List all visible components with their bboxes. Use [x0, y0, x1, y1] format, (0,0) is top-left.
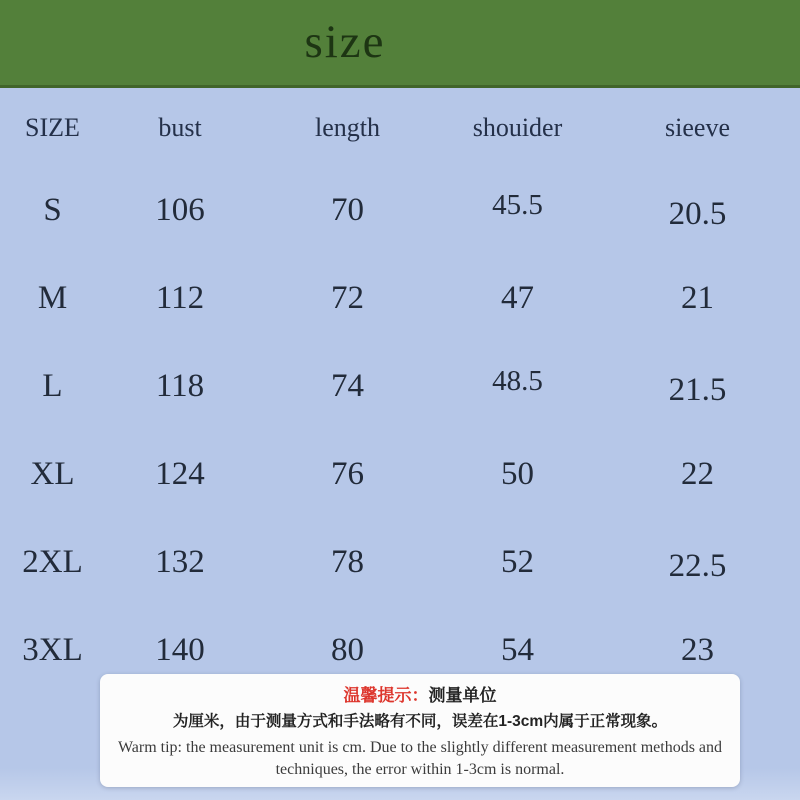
- bust-value: 140: [155, 631, 205, 668]
- header-band: [0, 0, 800, 88]
- bust-value: 112: [155, 279, 205, 316]
- shoulder-value: 48.5: [492, 364, 543, 397]
- length-value: 78: [331, 543, 364, 580]
- notice-title-black: 测量单位: [428, 686, 497, 705]
- length-value: 72: [331, 279, 364, 316]
- bust-value: 124: [155, 455, 205, 492]
- sleeve-value: 21: [681, 279, 714, 316]
- column-header-sleeve: sieeve: [665, 113, 730, 142]
- notice-box: [100, 674, 740, 787]
- size-label: S: [43, 191, 62, 228]
- size-label: M: [37, 279, 68, 316]
- sleeve-value: 23: [681, 631, 714, 668]
- bust-value: 132: [155, 543, 205, 580]
- column-header-bust: bust: [158, 113, 202, 142]
- shoulder-value: 47: [501, 279, 534, 316]
- notice-line-english-2: techniques, the error within 1-3cm is normal.: [275, 761, 565, 779]
- column-header-shoulder: shouider: [472, 113, 563, 142]
- shoulder-value: 52: [501, 543, 534, 580]
- sleeve-value: 22: [681, 455, 714, 492]
- notice-title-red: 温馨提示：: [343, 686, 429, 705]
- table-row-l: [0, 342, 800, 430]
- sleeve-value: 20.5: [668, 195, 727, 232]
- length-value: 74: [331, 367, 364, 404]
- shoulder-value: 50: [501, 455, 534, 492]
- notice-line-chinese: 为厘米，由于测量方式和手法略有不同，误差在1-3cm内属于正常现象。: [172, 713, 668, 731]
- size-label: L: [42, 367, 63, 404]
- length-value: 70: [331, 191, 364, 228]
- length-value: 76: [331, 455, 364, 492]
- size-label: 2XL: [22, 543, 83, 580]
- size-label: XL: [30, 455, 75, 492]
- table-header-row: [0, 90, 800, 166]
- notice-title: [100, 685, 740, 706]
- size-chart-table: [0, 90, 800, 694]
- length-value: 80: [331, 631, 364, 668]
- table-row-m: [0, 254, 800, 342]
- bust-value: 118: [155, 367, 205, 404]
- column-header-size: SIZE: [25, 113, 80, 142]
- sleeve-value: 22.5: [668, 547, 727, 584]
- table-row-xl: [0, 430, 800, 518]
- page-title: size: [304, 16, 386, 68]
- bust-value: 106: [155, 191, 205, 228]
- table-row-s: [0, 166, 800, 254]
- shoulder-value: 54: [501, 631, 534, 668]
- column-header-length: length: [315, 113, 380, 142]
- table-row-2xl: [0, 518, 800, 606]
- sleeve-value: 21.5: [668, 371, 727, 408]
- shoulder-value: 45.5: [492, 188, 543, 221]
- notice-line-english-1: Warm tip: the measurement unit is cm. Due to the slightly different measurement methods and: [117, 738, 723, 756]
- size-label: 3XL: [22, 631, 83, 668]
